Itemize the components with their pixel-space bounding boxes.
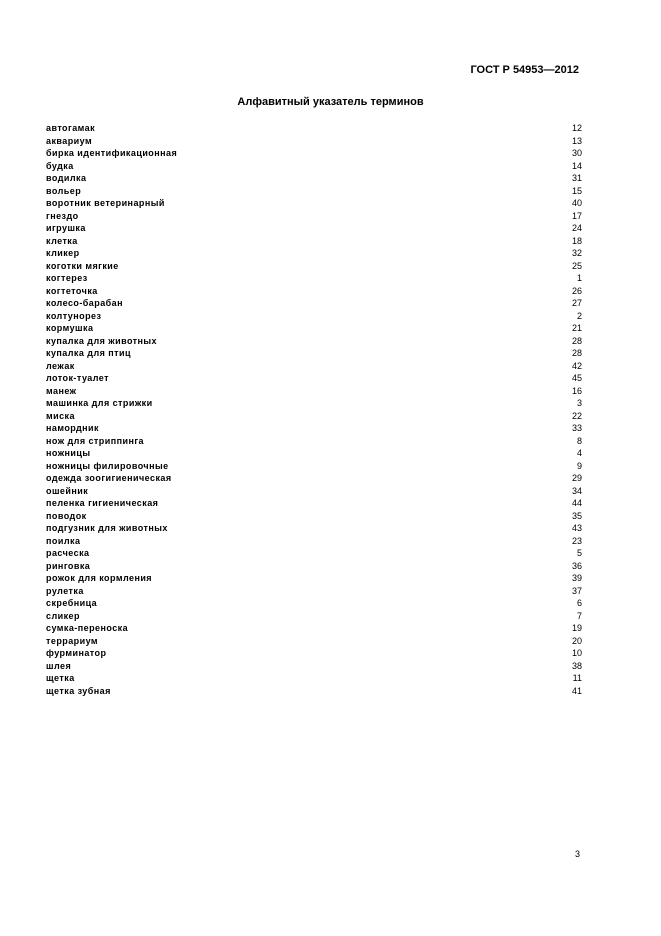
term-page-ref: 33 xyxy=(571,423,582,433)
term-name: скребница xyxy=(46,598,98,608)
term-page-ref: 10 xyxy=(571,648,582,658)
term-page-ref: 34 xyxy=(571,485,582,496)
term-page-ref: 1 xyxy=(576,273,582,283)
term-row xyxy=(46,535,582,548)
term-row xyxy=(46,160,582,173)
index-title: Алфавитный указатель терминов xyxy=(237,96,424,108)
term-row xyxy=(46,472,582,485)
term-name: поводок xyxy=(46,510,87,521)
term-name: одежда зоогигиеническая xyxy=(46,473,172,483)
term-row xyxy=(46,522,582,535)
term-page-ref: 39 xyxy=(571,573,582,583)
term-page-ref: 21 xyxy=(571,323,582,333)
term-name: вольер xyxy=(46,185,82,196)
term-row xyxy=(46,360,582,373)
term-row xyxy=(46,547,582,560)
term-page-ref: 30 xyxy=(571,148,582,158)
term-name: нож для стриппинга xyxy=(46,435,145,446)
term-page-ref: 36 xyxy=(571,560,582,571)
term-page-ref: 9 xyxy=(576,460,582,471)
term-name: воротник ветеринарный xyxy=(46,198,165,208)
term-row xyxy=(46,497,582,510)
term-page-ref: 14 xyxy=(571,160,582,171)
term-page-ref: 40 xyxy=(571,198,582,208)
term-row xyxy=(46,635,582,648)
term-page-ref: 42 xyxy=(571,360,582,371)
term-name: расческа xyxy=(46,548,90,558)
term-name: лежак xyxy=(46,360,75,371)
term-page-ref: 38 xyxy=(571,660,582,671)
term-row xyxy=(46,172,582,185)
term-name: гнездо xyxy=(46,210,79,221)
term-page-ref: 20 xyxy=(571,635,582,646)
term-row xyxy=(46,122,582,135)
term-page-ref: 19 xyxy=(571,623,582,633)
term-page-ref: 2 xyxy=(576,310,582,321)
term-name: клетка xyxy=(46,235,78,246)
term-row xyxy=(46,347,582,360)
term-name: колтунорез xyxy=(46,310,102,321)
term-row xyxy=(46,422,582,435)
term-row xyxy=(46,210,582,223)
term-name: поилка xyxy=(46,535,81,546)
term-page-ref: 24 xyxy=(571,223,582,233)
term-name: шлея xyxy=(46,660,72,671)
term-row xyxy=(46,447,582,460)
term-page-ref: 13 xyxy=(571,135,582,146)
term-row xyxy=(46,285,582,298)
term-row xyxy=(46,135,582,148)
term-row xyxy=(46,435,582,448)
term-row xyxy=(46,685,582,698)
term-row xyxy=(46,385,582,398)
term-row xyxy=(46,585,582,598)
term-row xyxy=(46,372,582,385)
term-page-ref: 11 xyxy=(572,673,582,683)
term-name: водилка xyxy=(46,173,87,183)
term-name: сумка-переноска xyxy=(46,623,129,633)
term-name: лоток-туалет xyxy=(46,373,109,383)
term-page-ref: 32 xyxy=(571,248,582,258)
term-name: ринговка xyxy=(46,560,91,571)
term-name: когтеточка xyxy=(46,285,98,296)
term-page-ref: 31 xyxy=(571,173,582,183)
term-row xyxy=(46,660,582,673)
term-row xyxy=(46,335,582,348)
term-page-ref: 6 xyxy=(576,598,582,608)
term-page-ref: 16 xyxy=(571,385,582,396)
term-name: бирка идентификационная xyxy=(46,148,178,158)
term-name: кликер xyxy=(46,248,80,258)
term-row xyxy=(46,235,582,248)
page-number: 3 xyxy=(574,849,580,859)
term-page-ref: 43 xyxy=(571,523,582,533)
term-row xyxy=(46,222,582,235)
term-row xyxy=(46,147,582,160)
term-page-ref: 12 xyxy=(571,123,582,133)
term-row xyxy=(46,247,582,260)
term-name: автогамак xyxy=(46,123,96,133)
term-name: ножницы филировочные xyxy=(46,460,169,471)
term-page-ref: 15 xyxy=(571,185,582,196)
term-name: кормушка xyxy=(46,323,94,333)
term-page-ref: 44 xyxy=(571,498,582,508)
term-page-ref: 4 xyxy=(576,448,582,458)
term-row xyxy=(46,647,582,660)
term-page-ref: 35 xyxy=(571,510,582,521)
term-row xyxy=(46,672,582,685)
term-page-ref: 27 xyxy=(571,298,582,308)
term-name: щетка зубная xyxy=(46,685,111,696)
term-page-ref: 7 xyxy=(576,610,582,621)
term-row xyxy=(46,260,582,273)
term-name: аквариум xyxy=(46,135,93,146)
term-page-ref: 26 xyxy=(571,285,582,296)
term-row xyxy=(46,485,582,498)
term-name: щетка xyxy=(46,673,75,683)
term-row xyxy=(46,397,582,410)
term-name: ошейник xyxy=(46,485,89,496)
term-name: рулетка xyxy=(46,585,84,596)
term-page-ref: 22 xyxy=(571,410,582,421)
term-page-ref: 28 xyxy=(571,335,582,346)
term-name: будка xyxy=(46,160,74,171)
term-row xyxy=(46,610,582,623)
term-row xyxy=(46,597,582,610)
term-name: купалка для птиц xyxy=(46,348,131,358)
term-page-ref: 8 xyxy=(576,435,582,446)
term-name: сликер xyxy=(46,610,80,621)
term-row xyxy=(46,460,582,473)
term-page-ref: 17 xyxy=(571,210,582,221)
term-row xyxy=(46,410,582,423)
term-row xyxy=(46,622,582,635)
term-page-ref: 28 xyxy=(571,348,582,358)
term-name: намордник xyxy=(46,423,99,433)
term-name: миска xyxy=(46,410,75,421)
term-page-ref: 3 xyxy=(576,398,582,408)
term-index-list xyxy=(46,122,582,697)
term-row xyxy=(46,297,582,310)
term-name: манеж xyxy=(46,385,77,396)
term-page-ref: 5 xyxy=(576,548,582,558)
term-page-ref: 23 xyxy=(571,535,582,546)
term-name: когтерез xyxy=(46,273,88,283)
term-row xyxy=(46,560,582,573)
term-row xyxy=(46,272,582,285)
term-name: ножницы xyxy=(46,448,91,458)
term-page-ref: 41 xyxy=(571,685,582,696)
term-name: террариум xyxy=(46,635,99,646)
term-name: машинка для стрижки xyxy=(46,398,153,408)
term-page-ref: 37 xyxy=(571,585,582,596)
term-page-ref: 45 xyxy=(571,373,582,383)
term-row xyxy=(46,310,582,323)
document-code: ГОСТ Р 54953—2012 xyxy=(470,64,579,76)
term-row xyxy=(46,322,582,335)
term-row xyxy=(46,572,582,585)
term-name: рожок для кормления xyxy=(46,573,153,583)
term-row xyxy=(46,185,582,198)
term-row xyxy=(46,510,582,523)
term-row xyxy=(46,197,582,210)
term-page-ref: 18 xyxy=(571,235,582,246)
term-name: колесо-барабан xyxy=(46,298,124,308)
term-name: игрушка xyxy=(46,223,86,233)
term-page-ref: 25 xyxy=(571,260,582,271)
term-name: фурминатор xyxy=(46,648,107,658)
term-page-ref: 29 xyxy=(571,473,582,483)
term-name: подгузник для животных xyxy=(46,523,168,533)
term-name: коготки мягкие xyxy=(46,260,119,271)
term-name: купалка для животных xyxy=(46,335,157,346)
term-name: пеленка гигиеническая xyxy=(46,498,159,508)
